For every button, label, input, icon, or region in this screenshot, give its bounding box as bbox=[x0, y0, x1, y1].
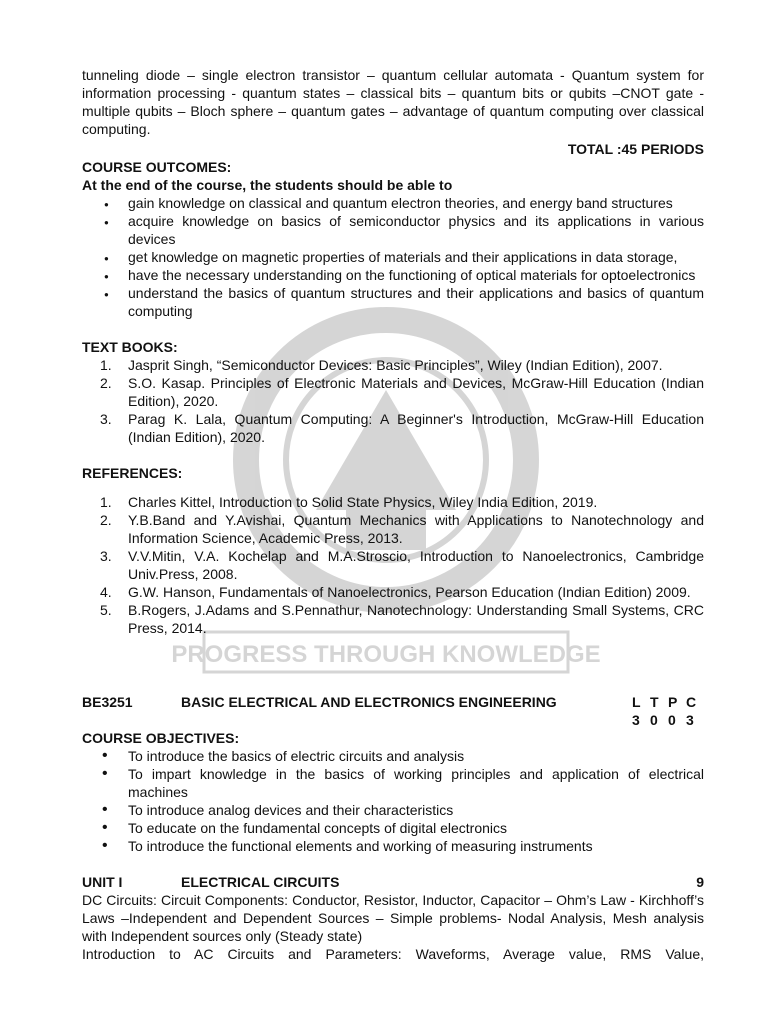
list-item: ● get knowledge on magnetic properties of materials and their applications in data storage, bbox=[82, 248, 704, 266]
course-outcomes-heading: COURSE OUTCOMES: bbox=[82, 159, 232, 175]
course-outcomes-list bbox=[82, 194, 704, 320]
course-code: BE3251 bbox=[82, 694, 133, 710]
list-item: 1. Charles Kittel, Introduction to Solid State Physics, Wiley India Edition, 2019. bbox=[100, 494, 598, 510]
list-item: • To impart knowledge in the basics of working principles and application of electrical machines bbox=[82, 765, 704, 801]
text-books-list bbox=[82, 356, 704, 446]
list-item: 2. S.O. Kasap. Principles of Electronic Materials and Devices, McGraw-Hill Education (Indian Edition), 2020. bbox=[100, 375, 704, 409]
total-periods: TOTAL :45 PERIODS bbox=[567, 141, 704, 157]
references-heading: REFERENCES: bbox=[82, 465, 183, 481]
list-item: • To introduce analog devices and their characteristics bbox=[82, 801, 704, 819]
list-item: 2. Y.B.Band and Y.Avishai, Quantum Mechanics with Applications to Nanotechnology and Information Science, Academic Press, 2013. bbox=[100, 512, 704, 546]
unit-heading bbox=[82, 873, 704, 891]
list-item: 4. G.W. Hanson, Fundamentals of Nanoelectronics, Pearson Education (Indian Edition) 2009. bbox=[100, 584, 691, 600]
course-outcomes-lead: At the end of the course, the students should be able to bbox=[82, 177, 453, 193]
course-objectives-heading: COURSE OBJECTIVES: bbox=[82, 730, 240, 746]
list-item: ● acquire knowledge on basics of semiconductor physics and its applications in various devices bbox=[82, 212, 704, 248]
document-page bbox=[82, 66, 704, 963]
unit-label: UNIT I bbox=[82, 874, 123, 890]
unit-paragraph: DC Circuits: Circuit Components: Conductor, Resistor, Inductor, Capacitor – Ohm’s Law - Kirchhoff’s Laws –Independent and Dependent Sources – Simple problems- Nodal Analysis, Mesh analysis with Independent sources only (Steady state) bbox=[82, 892, 704, 944]
ltpc-labels: L T P C bbox=[632, 694, 697, 710]
watermark-text: PROGRESS THROUGH KNOWLEDGE bbox=[171, 641, 601, 668]
ltpc-values-row bbox=[82, 711, 704, 729]
list-item: 5. B.Rogers, J.Adams and S.Pennathur, Nanotechnology: Understanding Small Systems, CRC Press, 2014. bbox=[100, 602, 704, 636]
intro-paragraph: tunneling diode – single electron transistor – quantum cellular automata - Quantum system for information processing - quantum states – classical bits – quantum bits or qubits –CNOT gate - multiple qubits – Bloch sphere – quantum gates – advantage of quantum computing over classical computing. bbox=[82, 67, 704, 137]
unit-hours: 9 bbox=[696, 874, 704, 890]
course-title: BASIC ELECTRICAL AND ELECTRONICS ENGINEERING bbox=[181, 694, 557, 710]
list-item: 1. Jasprit Singh, “Semiconductor Devices: Basic Principles”, Wiley (Indian Edition), 2007. bbox=[100, 357, 663, 373]
list-item: 3. Parag K. Lala, Quantum Computing: A Beginner's Introduction, McGraw-Hill Education (Indian Edition), 2020. bbox=[100, 411, 704, 445]
list-item: • To educate on the fundamental concepts of digital electronics bbox=[82, 819, 704, 837]
list-item: ● have the necessary understanding on the functioning of optical materials for optoelectronics bbox=[82, 266, 704, 284]
course-objectives-list bbox=[82, 747, 704, 855]
list-item: • To introduce the basics of electric circuits and analysis bbox=[82, 747, 704, 765]
course-header bbox=[82, 693, 704, 711]
references-list bbox=[82, 493, 704, 637]
list-item: • To introduce the functional elements and working of measuring instruments bbox=[82, 837, 704, 855]
list-item: 3. V.V.Mitin, V.A. Kochelap and M.A.Stroscio, Introduction to Nanoelectronics, Cambridge Univ.Press, 2008. bbox=[100, 548, 704, 582]
text-books-heading: TEXT BOOKS: bbox=[82, 339, 178, 355]
list-item: ● understand the basics of quantum structures and their applications and basics of quantum computing bbox=[82, 284, 704, 320]
unit-paragraph: Introduction to AC Circuits and Parameters: Waveforms, Average value, RMS Value, bbox=[82, 946, 704, 962]
list-item: ● gain knowledge on classical and quantum electron theories, and energy band structures bbox=[82, 194, 704, 212]
unit-title: ELECTRICAL CIRCUITS bbox=[181, 874, 340, 890]
ltpc-values: 3 0 0 3 bbox=[632, 712, 694, 728]
